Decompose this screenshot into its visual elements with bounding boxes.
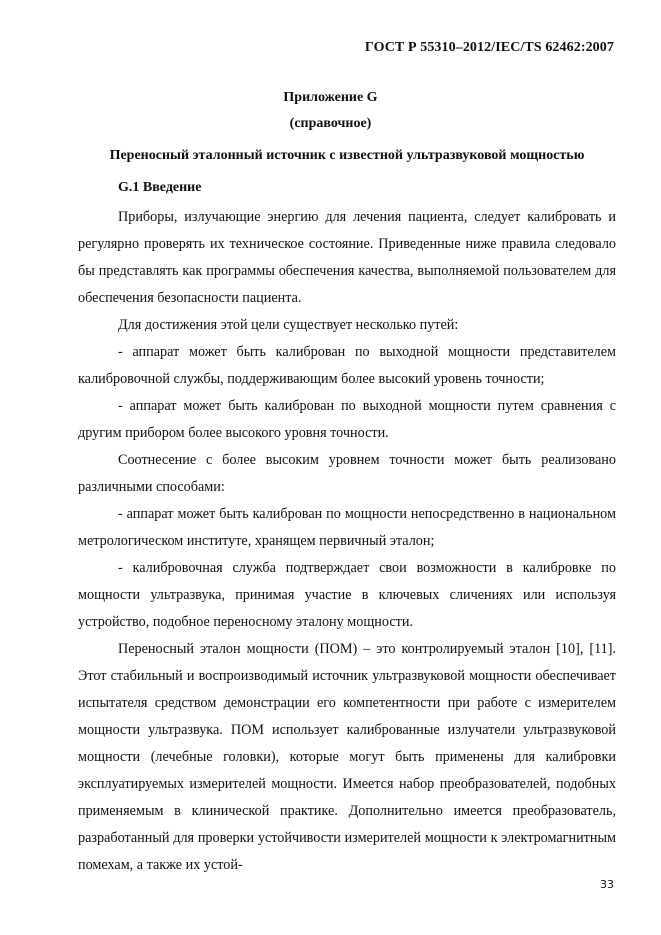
list-item: - аппарат может быть калиброван по выходной мощности представителем калибровочной службы, поддерживающим более высокий уровень точности; xyxy=(78,344,616,387)
list-item: - аппарат может быть калиброван по мощности непосредственно в национальном метрологическом институте, хранящем первичный эталон; xyxy=(78,506,616,549)
document-title: Переносный эталонный источник с известной ультразвуковой мощностью xyxy=(109,148,585,163)
appendix-title: Приложение G xyxy=(283,90,378,105)
appendix-subtitle: (справочное) xyxy=(289,116,372,131)
section-title: G.1 Введение xyxy=(118,180,202,195)
paragraph: Для достижения этой цели существует несколько путей: xyxy=(118,317,459,333)
standard-header: ГОСТ Р 55310–2012/IEC/TS 62462:2007 xyxy=(364,40,614,55)
list-item: - аппарат может быть калиброван по выходной мощности путем сравнения с другим прибором более высокого уровня точности. xyxy=(78,398,616,441)
page-number: 33 xyxy=(600,878,614,891)
list-item: - калибровочная служба подтверждает свои возможности в калибровке по мощности ультразвука, принимая участие в ключевых сличениях или используя устройство, подобное переносному эталону мощности. xyxy=(78,560,616,630)
body-text xyxy=(78,204,616,879)
paragraph: Соотнесение с более высоким уровнем точности может быть реализовано различными способами: xyxy=(78,452,616,495)
paragraph: Приборы, излучающие энергию для лечения пациента, следует калибровать и регулярно проверять их техническое состояние. Приведенные ниже правила следовало бы представлять как программы обеспечения качества, выполняемой пользователем для обеспечения безопасности пациента. xyxy=(78,209,616,306)
paragraph: Переносный эталон мощности (ПОМ) – это контролируемый эталон [10], [11]. Этот стабильный и воспроизводимый источник ультразвуковой мощности обеспечивает испытателя средством демонстрации его компетентности при работе с измерителем мощности ультразвука. ПОМ использует калиброванные излучатели ультразвуковой мощности (лечебные головки), которые могут быть применены для калибровки эксплуатируемых измерителей мощности. Имеется набор преобразователей, подобных применяемым в клинической практике. Дополнительно имеется преобразователь, разработанный для проверки устойчивости измерителей мощности к электромагнитным помехам, а также их устой- xyxy=(78,641,616,873)
